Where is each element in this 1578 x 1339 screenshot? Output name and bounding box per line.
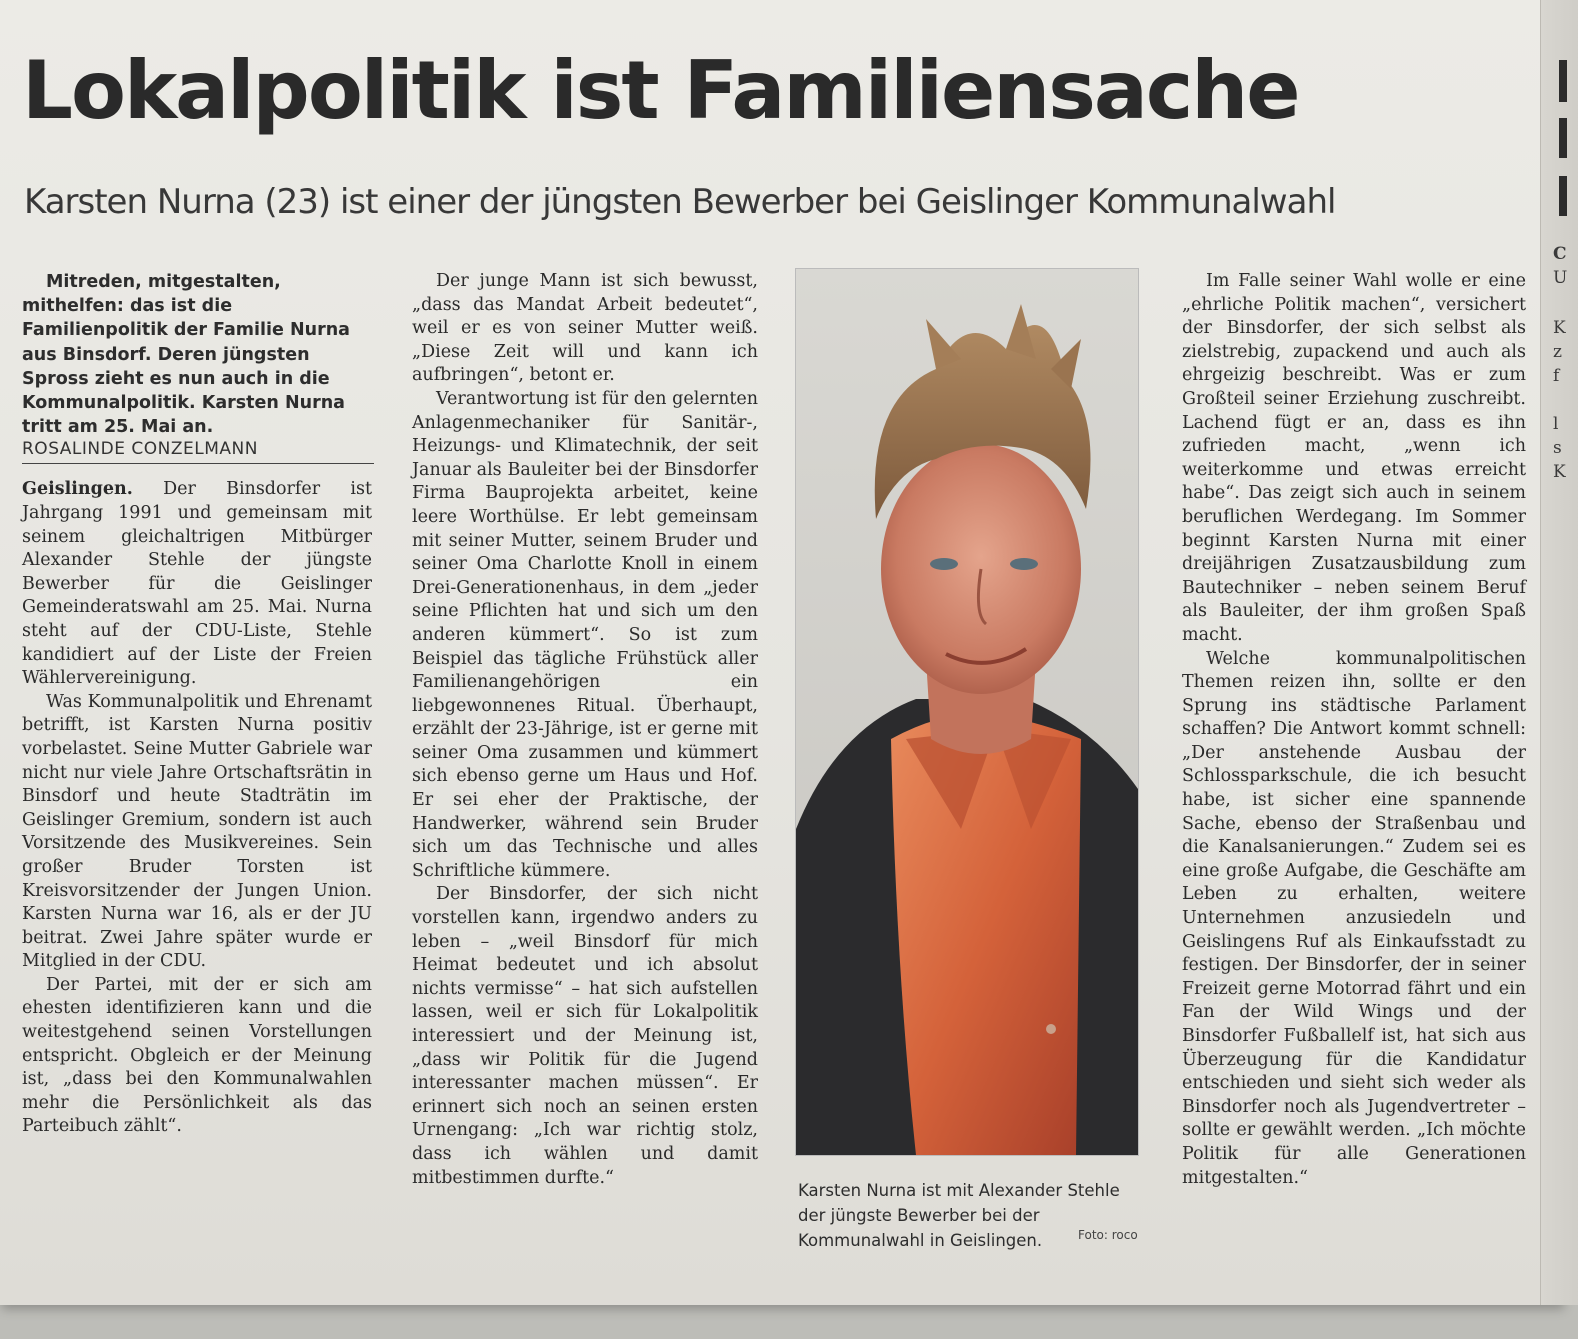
column-1-paragraph-1 [22, 478, 372, 690]
adjacent-headline-fragment-2 [1559, 118, 1567, 158]
adjacent-text-fragment-2: U [1553, 268, 1568, 288]
portrait-illustration [796, 269, 1138, 1155]
column-1-paragraph-3: Der Partei, mit der er sich am ehesten identifizieren kann und die weitestgehend seinen Vorstellungen entspricht. Obgleich er der Meinung ist, „dass bei den Kommunalwahlen mehr die Persönlichkeit als das Parteibuch zählt“. [22, 974, 372, 1137]
adjacent-text-fragment-4: z [1553, 342, 1562, 362]
article-column-2 [412, 270, 758, 1190]
author-byline: ROSALINDE CONZELMANN [22, 439, 374, 464]
column-3-paragraph-1: Im Falle seiner Wahl wolle er eine „ehrliche Politik machen“, versichert der Binsdorfer, der sich selbst als zielstrebig, zupackend und auch als ehrgeizig beschreibt. Was er zum Großteil seiner Erziehung zuschreibt. Lachend fügt er an, dass es ihn zufrieden macht, „wenn ich weiterkomme und etwas erreicht habe“. Das zeigt sich auch in seinem beruflichen Werdegang. Im Sommer beginnt Karsten Nurna mit einer dreijährigen Zusatzausbildung zum Bautechniker – neben seinem Beruf als Bauleiter, der ihm großen Spaß macht. [1182, 271, 1526, 645]
dateline: Geislingen. [22, 479, 133, 500]
column-3-paragraph-2: Welche kommunalpolitischen Themen reizen ihn, sollte er den Sprung ins städtische Parlament schaffen? Die Antwort kommt schnell: „Der anstehende Ausbau der Schlossparkschule, die ich besucht habe, ist sicher eine spannende Sache, ebenso der Straßenbau und die Kanalsanierungen.“ Zudem sei es eine große Aufgabe, die Geschäfte am Leben zu erhalten, weitere Unternehmen anzusiedeln und Geislingens Ruf als Einkaufsstadt zu festigen. Der Binsdorfer, der in seiner Freizeit gerne Motorrad fährt und ein Fan der Wild Wings und der Binsdorfer Fußballelf ist, hat sich aus Überzeugung für die Kandidatur entschieden und sieht sich weder als Binsdorfer noch als Jugendvertreter – sollte er gewählt werden. „Ich möchte Politik für alle Generationen mitgestalten.“ [1182, 648, 1526, 1188]
adjacent-headline-fragment-3 [1559, 176, 1567, 216]
article-column-3 [1182, 270, 1526, 1190]
adjacent-headline-fragment-1 [1559, 60, 1567, 102]
column-1-paragraph-1-text: Der Binsdorfer ist Jahrgang 1991 und gemeinsam mit seinem gleichaltrigen Mitbürger Alexander Stehle der jüngste Bewerber für die Geislinger Gemeinderatswahl am 25. Mai. Nurna steht auf der CDU-Liste, Stehle kandidiert auf der Liste der Freien Wählervereinigung. [22, 479, 372, 689]
subheadline: Karsten Nurna (23) ist einer der jüngsten Bewerber bei Geislinger Kommunalwahl [24, 182, 1336, 222]
adjacent-text-fragment-6: l [1553, 414, 1559, 434]
photo-caption: Karsten Nurna ist mit Alexander Stehle der jüngste Bewerber bei der Kommunalwahl in Geislingen. [798, 1181, 1120, 1250]
adjacent-text-fragment-3: K [1553, 318, 1566, 338]
adjacent-text-fragment-7: s [1553, 438, 1562, 458]
article-column-1 [22, 270, 372, 1139]
column-2-paragraph-3: Der Binsdorfer, der sich nicht vorstellen kann, irgendwo anders zu leben – „weil Binsdorf für mich Heimat bedeutet und ich absolut nichts vermisse“ – hat sich aufstellen lassen, weil er sich für Lokalpolitik interessiert und der Meinung ist, „dass wir Politik für die Jugend interessanter machen müssen“. Er erinnert sich noch an seinen ersten Urnengang: „Ich war richtig stolz, dass ich wählen und damit mitbestimmen durfte.“ [412, 884, 758, 1188]
lead-paragraph: Mitreden, mitgestalten, mithelfen: das ist die Familienpolitik der Familie Nurna aus Binsdorf. Deren jüngsten Spross zieht es nun auch in die Kommunalpolitik. Karsten Nurna tritt am 25. Mai an. [22, 272, 350, 438]
adjacent-text-fragment-5: f [1553, 366, 1560, 386]
adjacent-text-fragment-8: K [1553, 462, 1566, 482]
adjacent-page-fragment [1540, 0, 1578, 1305]
column-2-paragraph-1: Der junge Mann ist sich bewusst, „dass das Mandat Arbeit bedeutet“, weil er es von seiner Mutter weiß. „Diese Zeit will und kann ich aufbringen“, betont er. [412, 271, 758, 386]
photo-credit: Foto: roco [1078, 1228, 1138, 1242]
column-2-paragraph-2: Verantwortung ist für den gelernten Anlagenmechaniker für Sanitär-, Heizungs- und Klimatechnik, der seit Januar als Bauleiter bei der Binsdorfer Firma Bauprojekta arbeitet, keine leere Worthülse. Er lebt gemeinsam mit seiner Mutter, seinem Bruder und seiner Oma Charlotte Knoll in einem Drei-Generationenhaus, in dem „jeder seine Pflichten hat und sich um den anderen kümmert“. So ist zum Beispiel das tägliche Frühstück aller Familienangehörigen ein liebgewonnenes Ritual. Überhaupt, erzählt der 23-Jährige, ist er gerne mit seiner Oma zusammen und kümmert sich ebenso gerne um Haus und Hof. Er sei eher der Praktische, der Handwerker, während sein Bruder sich um das Technische und alles Schriftliche kümmere. [412, 388, 758, 881]
headline: Lokalpolitik ist Familiensache [22, 44, 1299, 137]
portrait-photo [795, 268, 1139, 1156]
adjacent-text-fragment-1: C [1553, 244, 1567, 264]
column-1-paragraph-2: Was Kommunalpolitik und Ehrenamt betrifft, ist Karsten Nurna positiv vorbelastet. Seine Mutter Gabriele war nicht nur viele Jahre Ortschaftsrätin in Binsdorf und heute Stadträtin im Geislinger Gremium, sondern ist auch Vorsitzende des Musikvereines. Sein großer Bruder Torsten ist Kreisvorsitzender der Jungen Union. Karsten Nurna war 16, als er der JU beitrat. Zwei Jahre später wurde er Mitglied in der CDU. [22, 691, 372, 972]
